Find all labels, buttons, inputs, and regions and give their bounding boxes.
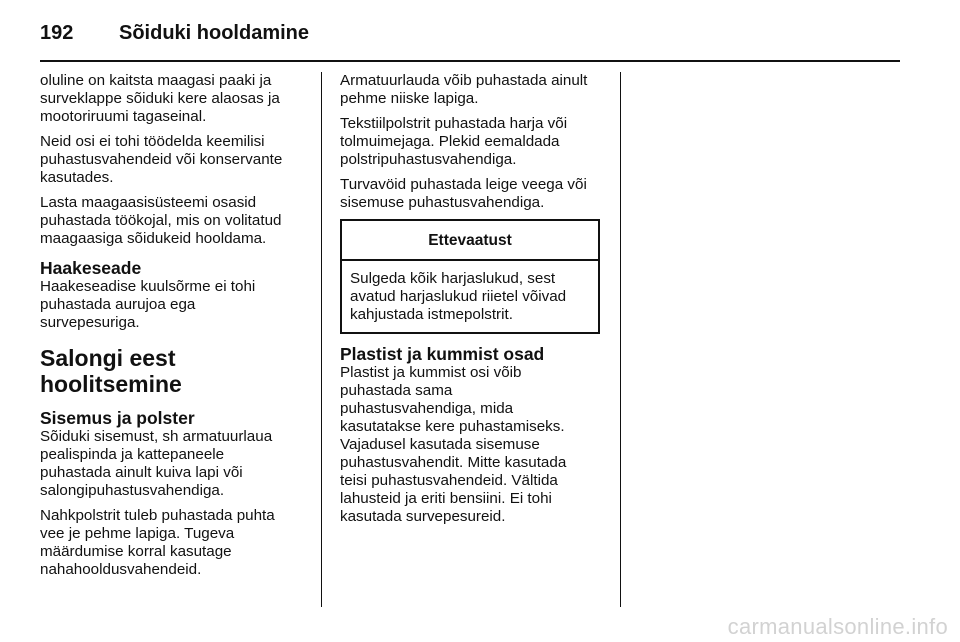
paragraph-seatbelts: Turvavöid puhastada leige veega või sisemuse puhastusvahendiga. (340, 176, 587, 211)
heading-interior-upholstery: Sisemus ja polster (40, 408, 195, 428)
column-divider-2 (620, 72, 621, 607)
paragraph-dashboard: Armatuurlauda võib puhastada ainult pehme niiske lapiga. (340, 72, 588, 107)
column-divider-1 (321, 72, 322, 607)
page-header (40, 18, 900, 52)
caution-body: Sulgeda kõik harjaslukud, sest avatud harjaslukud riietel võivad kahjustada istmepolstrit. (350, 270, 567, 323)
paragraph-interior: Sõiduki sisemust, sh armatuurlaua pealispinda ja kattepaneele puhastada ainult kuiva lapi või salongipuhastusvahendiga. (40, 428, 273, 499)
heading-towbar: Haakeseade (40, 258, 142, 278)
paragraph-towbar: Haakeseadise kuulsõrme ei tohi puhastada aurujoa ega survepesuriga. (40, 278, 256, 331)
paragraph-chemicals: Neid osi ei tohi töödelda keemilisi puhastusvahendeid või konservante kasutades. (40, 133, 283, 186)
paragraph-textile: Tekstiilpolstrit puhastada harja või tolmuimejaga. Plekid eemaldada polstripuhastusvahendiga. (340, 115, 568, 168)
caution-box (340, 219, 600, 334)
page-title: Sõiduki hooldamine (119, 22, 310, 44)
column-left (40, 72, 302, 586)
paragraph-gas-tank: oluline on kaitsta maagasi paaki ja surveklappe sõiduki kere alaosas ja mootoriruumi tagaseinal. (40, 72, 280, 125)
heading-interior-care: Salongi eest hoolitsemine (40, 345, 182, 397)
heading-plastic-rubber: Plastist ja kummist osad (340, 344, 545, 364)
page-number: 192 (40, 22, 74, 44)
watermark: carmanualsonline.info (727, 614, 948, 639)
column-middle (340, 72, 602, 533)
paragraph-leather: Nahkpolstrit tuleb puhastada puhta vee je pehme lapiga. Tugeva määrdumise korral kasutage nahahooldusvahendeid. (40, 507, 275, 578)
paragraph-workshop: Lasta maagaasisüsteemi osasid puhastada töökojal, mis on volitatud maagaasiga sõidukeid hooldama. (40, 194, 282, 247)
header-divider (40, 60, 900, 62)
caution-title: Ettevaatust (342, 221, 598, 261)
paragraph-plastic-rubber: Plastist ja kummist osi võib puhastada sama puhastusvahendiga, mida kasutatakse kere puhastamiseks. Vajadusel kasutada sisemuse puhastusvahendit. Mitte kasutada teisi puhastusvahendeid. Vältida lahusteid ja eriti bensiini. Ei tohi kasutada survepesureid. (340, 364, 567, 525)
